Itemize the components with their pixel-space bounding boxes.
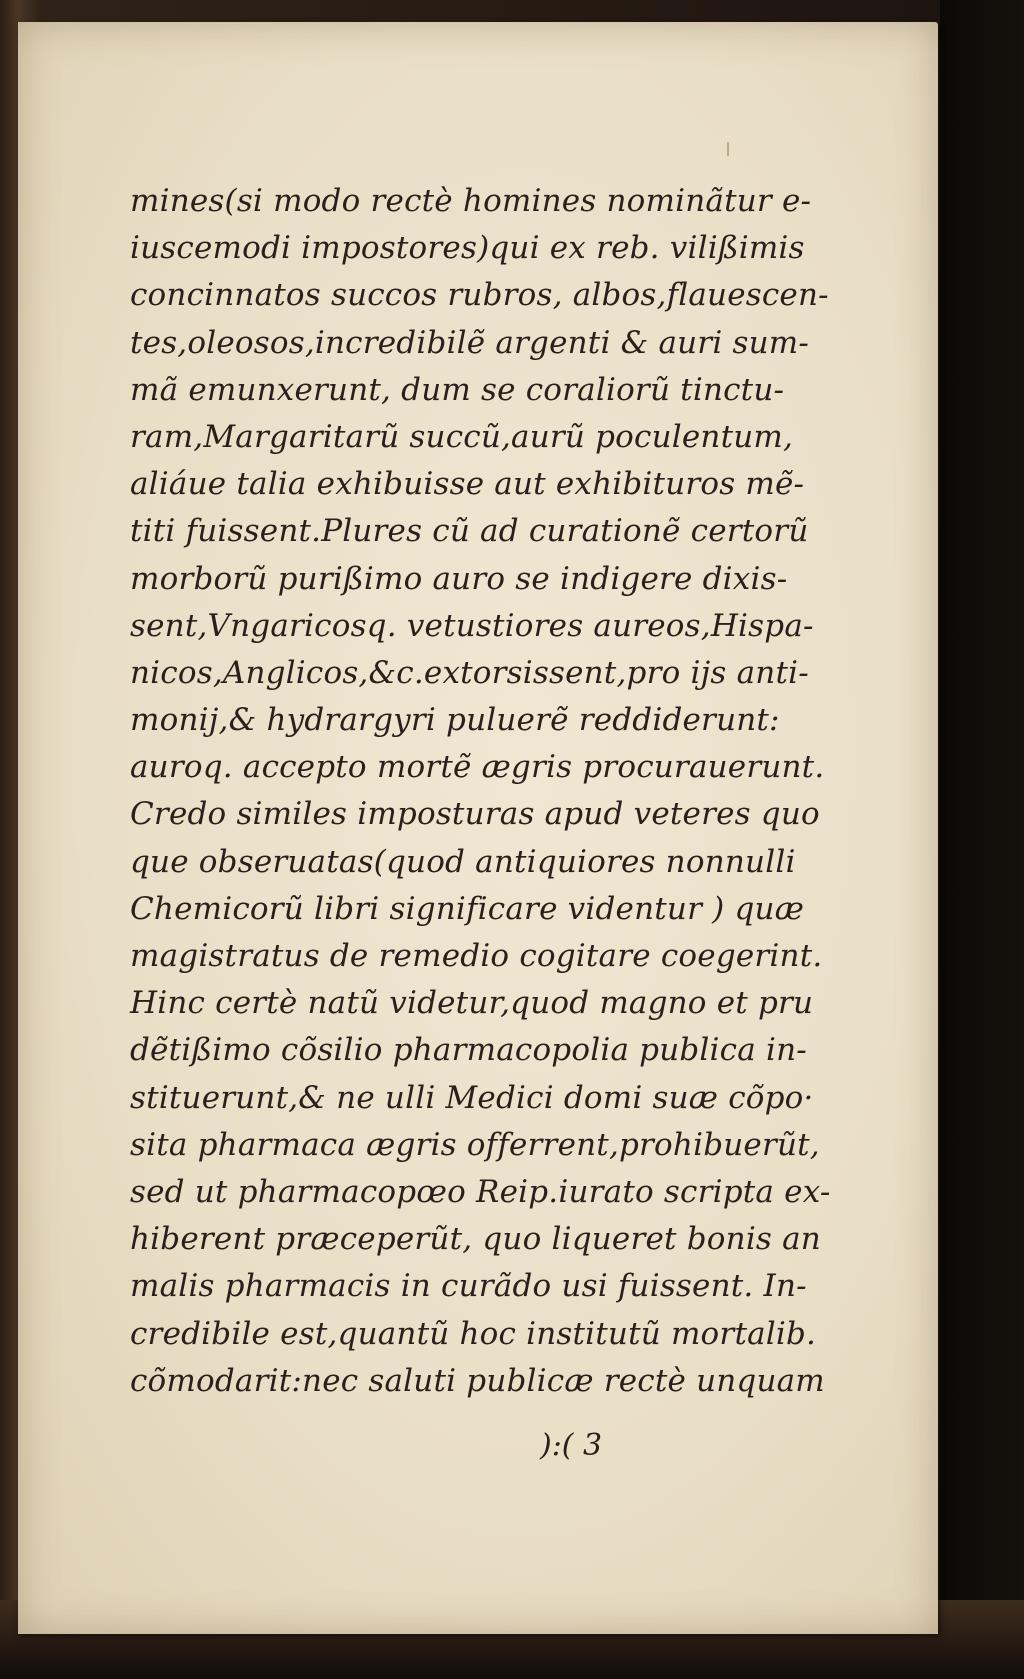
text-line: Hinc certè natũ videtur,quod magno et pru [130, 985, 814, 1022]
text-line: mines(si modo rectè homines nominãtur e- [130, 183, 812, 219]
text-line: que obseruatas(quod antiquiores nonnulli [130, 843, 796, 880]
paper-speck [727, 142, 729, 156]
text-line: auroq. accepto mortẽ ægris procurauerunt. [130, 749, 825, 786]
text-line: dẽtißimo cõsilio pharmacopolia publica in- [130, 1032, 807, 1069]
text-line: sita pharmaca ægris offerrent,prohibuerũt, [130, 1126, 820, 1163]
book-binding-edge [940, 0, 1024, 1679]
text-line: malis pharmacis in curãdo usi fuissent. In- [130, 1268, 807, 1305]
text-line: stituerunt,& ne ulli Medici domi suæ cõpo· [130, 1079, 814, 1116]
text-line: credibile est,quantũ hoc institutũ mortalib. [130, 1315, 817, 1352]
text-line: iuscemodi impostores)qui ex reb. vilißimis [130, 230, 805, 267]
page-text [130, 178, 831, 1405]
text-line: nicos,Anglicos,&c.extorsissent,pro ijs anti- [130, 654, 809, 691]
text-line: ram,Margaritarũ succũ,aurũ poculentum, [130, 418, 794, 455]
signature-mark: ):( 3 [540, 1428, 603, 1463]
text-line: concinnatos succos rubros, albos,flauescen- [130, 277, 829, 314]
text-line: magistratus de remedio cogitare coegerint. [130, 938, 823, 974]
text-line: cõmodarit:nec saluti publicæ rectè unquam [130, 1362, 825, 1399]
text-line: sent,Vngaricosq. vetustiores aureos,Hispa- [130, 607, 814, 644]
text-line: Chemicorũ libri significare videntur ) quæ [130, 890, 805, 927]
text-line: hiberent præceperũt, quo liqueret bonis an [130, 1221, 821, 1258]
text-line: titi fuissent.Plures cũ ad curationẽ certorũ [130, 513, 809, 550]
text-line: Credo similes imposturas apud veteres quo [130, 796, 820, 833]
text-line: tes,oleosos,incredibilẽ argenti & auri sum- [130, 324, 810, 361]
text-line: aliáue talia exhibuisse aut exhibituros mẽ- [130, 466, 805, 503]
text-line: sed ut pharmacopœo Reip.iurato scripta ex- [130, 1173, 831, 1210]
text-line: morborũ purißimo auro se indigere dixis- [130, 560, 788, 597]
text-line: mã emunxerunt, dum se coraliorũ tinctu- [130, 371, 785, 408]
text-line: monij,& hydrargyri puluerẽ reddiderunt: [130, 702, 780, 739]
